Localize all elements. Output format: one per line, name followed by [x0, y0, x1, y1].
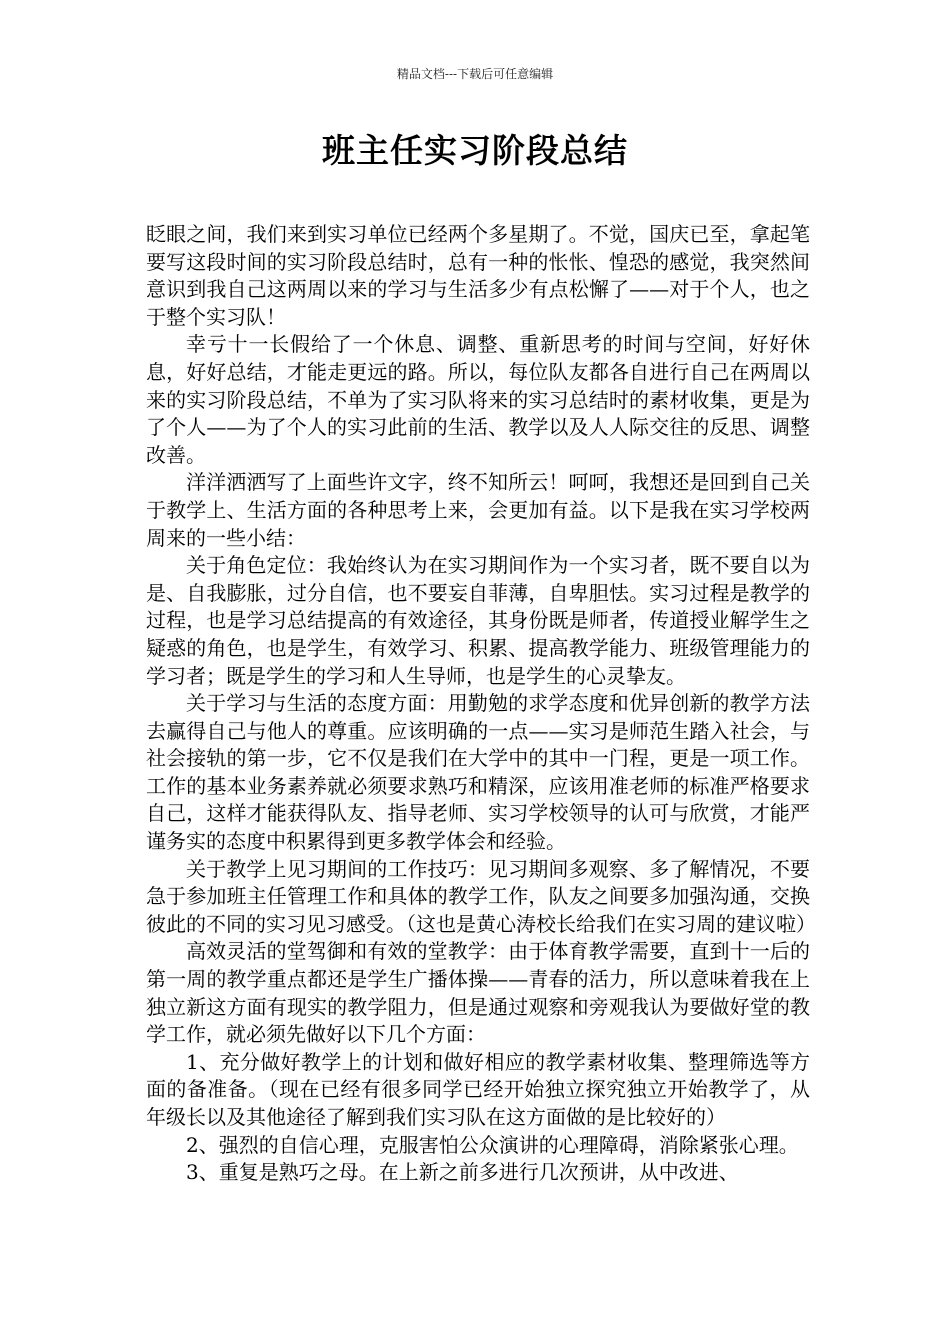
paragraph-summary-intro: 洋洋洒洒写了上面些许文字，终不知所云！呵呵，我想还是回到自己关于教学上、生活方面的各种思考上来，会更加有益。以下是我在实习学校两周来的一些小结：: [146, 470, 810, 550]
paragraph-observation-skills: 关于教学上见习期间的工作技巧：见习期间多观察、多了解情况，不要急于参加班主任管理工作和具体的教学工作，队友之间要多加强沟通，交换彼此的不同的实习见习感受。（这也是黄心涛校长给我们在实习周的建议啦）: [146, 856, 816, 936]
paragraph-classroom-teaching: 高效灵活的堂驾御和有效的堂教学：由于体育教学需要，直到十一后的第一周的教学重点都还是学生广播体操——青春的活力，所以意味着我在上独立新这方面有现实的教学阻力，但是通过观察和旁观我认为要做好堂的教学工作，就必须先做好以下几个方面：: [146, 939, 810, 1047]
paragraph-holiday-reflection: 幸亏十一长假给了一个休息、调整、重新思考的时间与空间，好好休息，好好总结，才能走更远的路。所以，每位队友都各自进行自己在两周以来的实习阶段总结，不单为了实习队将来的实习总结时的素材收集，更是为了个人——为了个人的实习此前的生活、教学以及人人际交往的反思、调整改善。: [146, 332, 810, 467]
list-item-3: 3、重复是熟巧之母。在上新之前多进行几次预讲，从中改进、: [186, 1160, 739, 1185]
paragraph-role-positioning: 关于角色定位：我始终认为在实习期间作为一个实习者，既不要自以为是、自我膨胀，过分自信，也不要妄自菲薄，自卑胆怯。实习过程是教学的过程，也是学习总结提高的有效途径，其身份既是师者，传道授业解学生之疑惑的角色，也是学生，有效学习、积累、提高教学能力、班级管理能力的学习者；既是学生的学习和人生导师，也是学生的心灵挚友。: [146, 553, 810, 688]
page-header-note: 精品文档---下载后可任意编辑: [396, 67, 554, 81]
list-item-2: 2、强烈的自信心理，克服害怕公众演讲的心理障碍，消除紧张心理。: [186, 1132, 799, 1157]
document-title: 班主任实习阶段总结: [322, 131, 628, 170]
list-item-1: 1、充分做好教学上的计划和做好相应的教学素材收集、整理筛选等方面的备准备。（现在已经有很多同学已经开始独立探究独立开始教学了，从年级长以及其他途径了解到我们实习队在这方面做的是比较好的）: [146, 1049, 810, 1129]
paragraph-intro: 眨眼之间，我们来到实习单位已经两个多星期了。不觉，国庆已至，拿起笔要写这段时间的实习阶段总结时，总有一种的怅怅、惶恐的感觉，我突然间意识到我自己这两周以来的学习与生活多少有点松懈了——对于个人，也之于整个实习队！: [146, 222, 810, 329]
paragraph-study-attitude: 关于学习与生活的态度方面：用勤勉的求学态度和优异创新的教学方法去赢得自己与他人的尊重。应该明确的一点——实习是师范生踏入社会，与社会接轨的第一步，它不仅是我们在大学中的其中一门程，更是一项工作。工作的基本业务素养就必须要求熟巧和精深，应该用准老师的标准严格要求自己，这样才能获得队友、指导老师、实习学校领导的认可与欣赏，才能严谨务实的态度中积累得到更多教学体会和经验。: [146, 691, 810, 854]
document-body: [146, 221, 816, 1187]
